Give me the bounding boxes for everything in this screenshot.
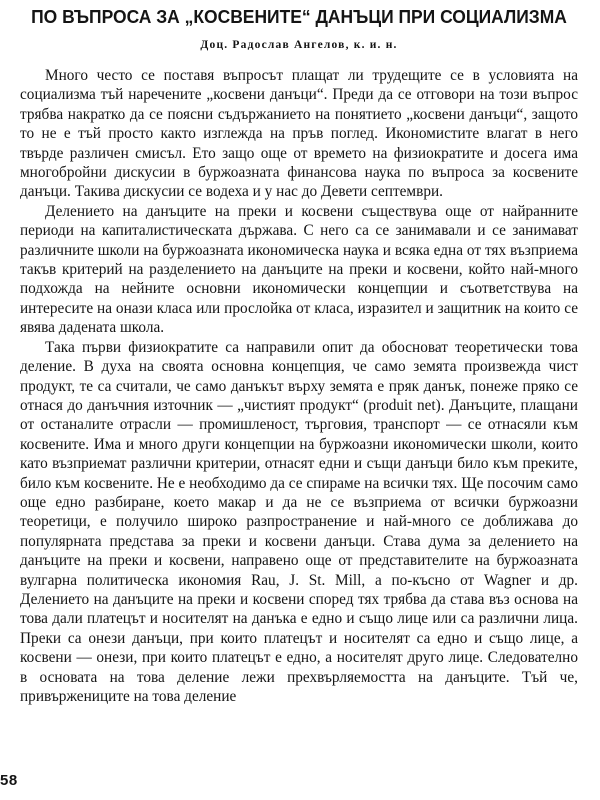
paragraph-3: Така първи физиократите са направили опит да обосноват теоретически това деление. В духа на своята основна концепция, че само земята произвежда чист продукт, те са считали, че само данъкът върху земята е пряк данък, понеже пряко се отнася до данъчния източник — „чистият продукт“ (produit net). Данъците, плащани от останалите отрасли — промишленост, търговия, транспорт — се отнасяли към косвените. Има и много други концепции на буржоазни икономически школи, които като възприемат различни критерии, отнасят едни и същи данъци било към преките, било към косвените. Не е необходимо да се спираме на всички тях. Ще посочим само още едно разбиране, което макар и да не се възприема от всички буржоазни теоретици, е получило широко разпространение и най-много се доближава до популярната представа за преки и косвени данъци. Става дума за делението на данъците на преки и косвени, направено още от представителите на буржоазната вулгарна политическа икономия Rau, J. St. Mill, а по-късно от Wagner и др. Делението на данъците на преки и косвени според тях трябва да става въз основа на това дали платецът и носителят на данъка е едно и също лице или са различни лица. Преки са онези данъци, при които платецът и носителят са едно и също лице, а косвени — онези, при които платецът е едно, а носителят друго лице. Следователно в основата на това деление лежи прехвърляемостта на данъците. Тъй че, привържениците на това деление	[20, 338, 578, 705]
article-body	[20, 66, 578, 706]
article-title: ПО ВЪПРОСА ЗА „КОСВЕНИТЕ“ ДАНЪЦИ ПРИ СОЦИАЛИЗМА	[31, 7, 567, 27]
paragraph-1: Много често се поставя въпросът плащат ли трудещите се в условията на социализма тъй наречените „косвени данъци“. Преди да се отговори на този въпрос трябва накратко да се поясни съдържанието на понятието „косвени данъци“, защото то не е тъй просто както изглежда на пръв поглед. Икономистите влагат в него твърде различен смисъл. Ето защо още от времето на физиократите и досега има многобройни дискусии в буржоазната финансова наука по въпроса за косвените данъци. Такива дискусии се водеха и у нас до Девети септември.	[20, 67, 578, 201]
page-number: 58	[0, 772, 18, 789]
article-author: Доц. Радослав Ангелов, к. и. н.	[200, 39, 398, 51]
paragraph-2: Делението на данъците на преки и косвени съществува още от найранните периоди на капиталистическата държава. С него са се занимавали и се занимават различните школи на буржоазната икономическа наука и всяка една от тях възприема такъв критерий на разделението на данъците на преки и косвени, който най-много подхожда на нейните основни икономически концепции и съответствува на интересите на онази класа или прослойка от класа, изразител и защитник на които се явява дадената школа.	[20, 202, 578, 337]
